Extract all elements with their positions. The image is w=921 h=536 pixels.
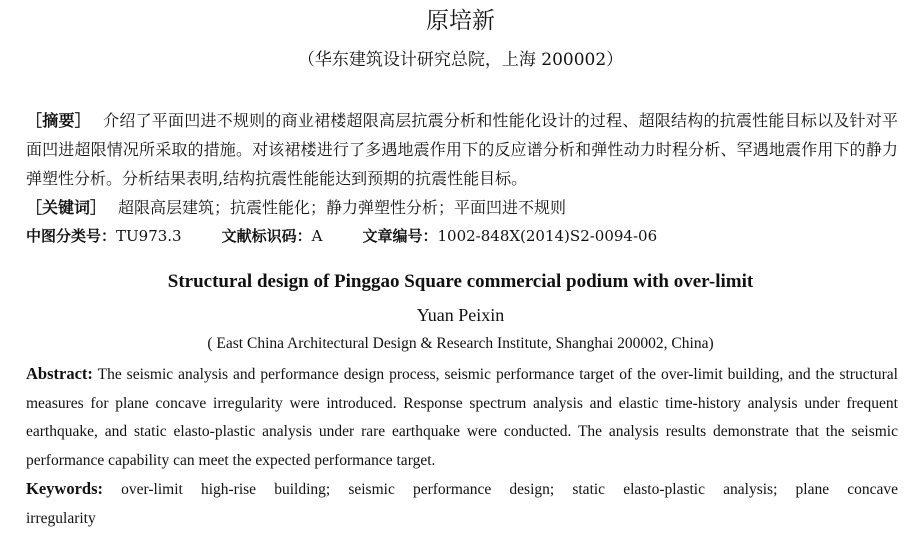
doc-code-value: A xyxy=(311,227,323,245)
chinese-abstract-text: 介绍了平面凹进不规则的商业裙楼超限高层抗震分析和性能化设计的过程、超限结构的抗震性能目标以及针对平面凹进超限情况所采取的措施。对该裙楼进行了多遇地震作用下的反应谱分析和弹性动力时程分析、罕遇地震作用下的静力弹塑性分析。分析结果表明,结构抗震性能能达到预期的抗震性能目标。 xyxy=(26,111,898,188)
english-keywords-label: Keywords: xyxy=(26,479,103,498)
chinese-keywords-text: 超限高层建筑；抗震性能化；静力弹塑性分析；平面凹进不规则 xyxy=(118,198,567,217)
english-abstract xyxy=(26,360,898,475)
doc-code-label: 文献标识码： xyxy=(221,227,312,245)
classification-line xyxy=(26,223,898,249)
clc-value: TU973.3 xyxy=(116,227,182,245)
chinese-keywords xyxy=(26,193,898,222)
article-no-value: 1002-848X(2014)S2-0094-06 xyxy=(437,227,658,245)
english-title: Structural design of Pinggao Square commercial podium with over-limit xyxy=(167,271,754,292)
english-keywords xyxy=(26,475,898,533)
chinese-author: 原培新 xyxy=(426,8,495,34)
article-no-label: 文章编号： xyxy=(362,227,438,245)
english-affiliation: ( East China Architectural Design & Research Institute, Shanghai 200002, China) xyxy=(207,335,714,352)
english-keywords-text: over-limit high-rise building; seismic performance design; static elasto-plastic analysis; plane concave irregularity xyxy=(26,481,898,527)
clc-label: 中图分类号： xyxy=(26,227,117,245)
english-author: Yuan Peixin xyxy=(416,305,505,325)
chinese-affiliation: （华东建筑设计研究总院，上海 200002） xyxy=(297,50,624,70)
chinese-abstract xyxy=(26,106,898,193)
english-abstract-label: Abstract: xyxy=(26,364,93,383)
chinese-keywords-label: ［关键词］ xyxy=(26,198,107,217)
english-abstract-text: The seismic analysis and performance design process, seismic performance target of the over-limit building, and the structural measures for plane concave irregularity were introduced. Response spectrum analysis and elastic time-history analysis under frequent earthquake, and static elasto-plastic analysis under rare earthquake were conducted. The analysis results demonstrate that the seismic performance capability can meet the expected performance target. xyxy=(26,366,898,469)
chinese-abstract-label: ［摘要］ xyxy=(26,111,91,130)
